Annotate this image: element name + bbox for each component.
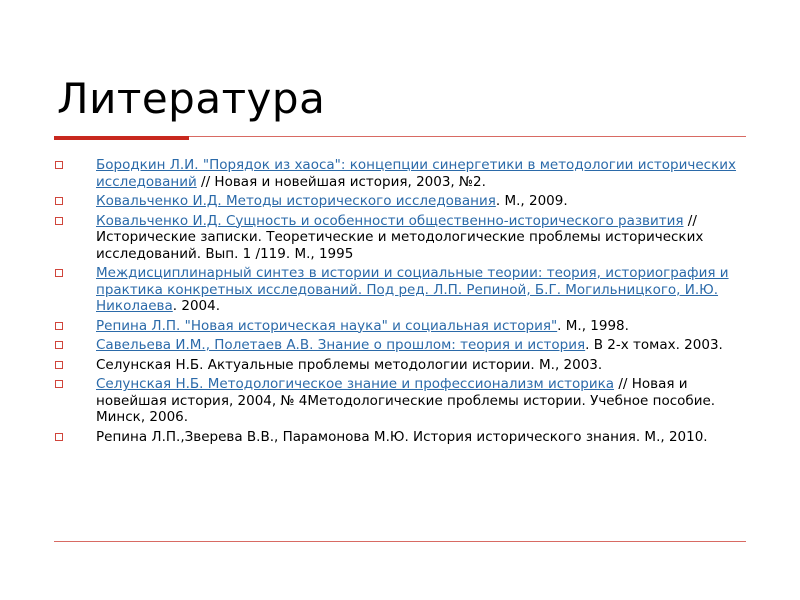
reference-item-5 — [55, 318, 745, 335]
reference-link[interactable]: Междисциплинарный синтез в истории и социальные теории: теория, историография и практика конкретных исследований. Под ред. Л.П. Репиной, Б.Г. Могильницкого, И.Ю. Николаева — [96, 265, 729, 314]
slide-title: Литература — [57, 74, 326, 123]
reference-text — [96, 429, 745, 446]
reference-link[interactable]: Ковальченко И.Д. Сущность и особенности общественно-исторического развития — [96, 212, 684, 229]
square-bullet-icon — [55, 380, 63, 388]
reference-link[interactable]: Репина Л.П. "Новая историческая наука" и социальная история" — [96, 317, 558, 334]
square-bullet-icon — [55, 197, 63, 205]
reference-item-2 — [55, 193, 745, 210]
reference-details: // Новая и новейшая история, 2004, № 4Методологические проблемы истории. Учебное пособие. Минск, 2006. — [96, 376, 716, 425]
reference-item-7 — [55, 357, 745, 374]
reference-details: Селунская Н.Б. Актуальные проблемы методологии истории. М., 2003. — [96, 356, 603, 373]
reference-details: . 2004. — [172, 298, 221, 314]
reference-details: Репина Л.П.,Зверева В.В., Парамонова М.Ю. История исторического знания. М., 2010. — [96, 428, 708, 445]
reference-link[interactable]: Ковальченко И.Д. Методы исторического исследования — [96, 193, 496, 209]
reference-details: // Исторические записки. Теоретические и методологические проблемы исторических исследований. Вып. 1 /119. М., 1995 — [96, 212, 704, 262]
reference-details: . М., 1998. — [557, 317, 629, 334]
reference-item-8 — [55, 376, 745, 426]
square-bullet-icon — [55, 322, 63, 330]
square-bullet-icon — [55, 341, 63, 349]
reference-text — [96, 265, 745, 315]
square-bullet-icon — [55, 433, 63, 441]
reference-item-9 — [55, 429, 745, 446]
reference-details: // Новая и новейшая история, 2003, №2. — [196, 173, 486, 190]
reference-link[interactable]: Бородкин Л.И. "Порядок из хаоса": концепции синергетики в методологии исторических исследований — [96, 157, 737, 190]
reference-item-1 — [55, 157, 745, 190]
reference-text — [96, 318, 745, 335]
title-accent-bar — [54, 136, 189, 140]
reference-item-3 — [55, 213, 745, 263]
square-bullet-icon — [55, 217, 63, 225]
reference-details: . В 2-х томах. 2003. — [585, 337, 723, 353]
reference-link[interactable]: Селунская Н.Б. Методологическое знание и профессионализм историка — [96, 376, 615, 392]
footer-divider-line — [54, 541, 746, 542]
square-bullet-icon — [55, 361, 63, 369]
reference-item-6 — [55, 337, 745, 354]
square-bullet-icon — [55, 161, 63, 169]
reference-text — [96, 357, 745, 374]
reference-link[interactable]: Савельева И.М., Полетаев А.В. Знание о прошлом: теория и история — [96, 337, 586, 353]
reference-text — [96, 213, 745, 263]
reference-text — [96, 193, 745, 210]
reference-text — [96, 376, 745, 426]
reference-list — [55, 157, 745, 448]
reference-details: . М., 2009. — [495, 193, 568, 209]
reference-item-4 — [55, 265, 745, 315]
square-bullet-icon — [55, 269, 63, 277]
reference-text — [96, 337, 745, 354]
reference-text — [96, 157, 745, 190]
